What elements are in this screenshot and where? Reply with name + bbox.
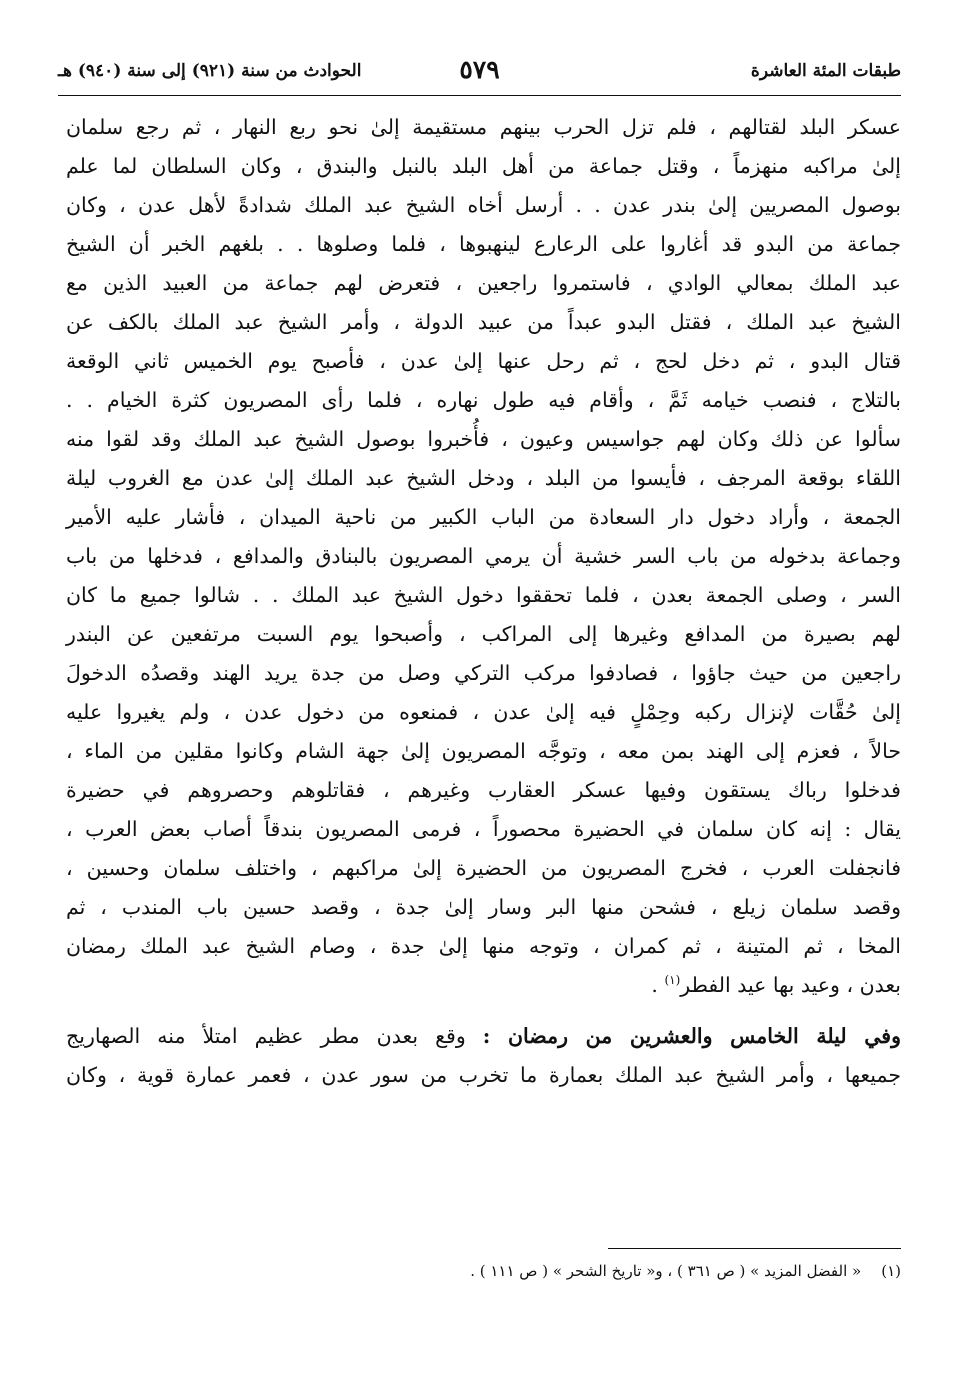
text-line: جميعها ، وأمر الشيخ عبد الملك بعمارة ما تخرب من سور عدن ، فعمر عمارة قوية ، وكان — [66, 1063, 901, 1087]
page-number: ٥٧٩ — [459, 55, 500, 84]
text-line: وقصد سلمان زيلع ، فشحن منها البر وسار إلىٰ جدة ، وقصد حسين باب المندب ، ثم — [66, 895, 901, 919]
text-line: بالتلاج ، فنصب خيامه ثَمَّ ، وأقام فيه طول نهاره ، فلما رأى المصريون كثرة الخيام . . — [66, 388, 901, 412]
paragraph-lead: وفي ليلة الخامس والعشرين من رمضان : — [482, 1024, 902, 1048]
text-line: اللقاء بوقعة المرجف ، فأيسوا من البلد ، ودخل الشيخ عبد الملك إلىٰ عدن مع الغروب ليلة — [66, 466, 901, 490]
header-rule — [58, 95, 901, 96]
footnote-number: (١) — [881, 1262, 901, 1280]
text-line: راجعين من حيث جاؤوا ، فصادفوا مركب التركي وصل من جدة يريد الهند وقصدُه الدخولَ — [66, 661, 901, 685]
text-line: فانجفلت العرب ، فخرج المصريون من الحضيرة إلىٰ مراكبهم ، واختلف سلمان وحسين ، — [66, 856, 901, 880]
text-line: الشيخ عبد الملك ، فقتل البدو عبداً من عبيد الدولة ، وأمر الشيخ عبد الملك بالكف عن — [66, 310, 901, 334]
text-line: قتال البدو ، ثم دخل لحج ، ثم رحل عنها إلىٰ عدن ، فأصبح يوم الخميس ثاني الوقعة — [66, 349, 901, 373]
text-line: لهم بصيرة من المدافع وغيرها إلى المراكب ، وأصبحوا يوم السبت مرتفعين عن البندر — [66, 622, 901, 646]
text-line: إلىٰ مراكبه منهزماً ، وقتل جماعة من أهل البلد بالنبل والبندق ، وكان السلطان لما علم — [66, 154, 901, 178]
text-line: فدخلوا رباك يستقون وفيها عسكر العقارب وغيرهم ، فقاتلوهم وحصروهم في حضيرة — [66, 778, 901, 802]
text-line: السر ، وصلى الجمعة بعدن ، فلما تحققوا دخول الشيخ عبد الملك . . شالوا جميع ما كان — [66, 583, 901, 607]
main-text — [66, 108, 901, 1095]
last-line-text: بعدن ، وعيد بها عيد الفطر — [680, 973, 901, 997]
lead-line-rest: وقع بعدن مطر عظيم امتلأ منه الصهاريج — [66, 1024, 483, 1048]
footnote-text: « الفضل المزيد » ( ص ٣٦١ ) ، و« تاريخ الشحر » ( ص ١١١ ) . — [470, 1262, 862, 1280]
footnote — [470, 1262, 901, 1280]
section-title: الحوادث من سنة (٩٢١) إلى سنة (٩٤٠) هـ — [58, 61, 362, 81]
text-line: المخا ، ثم المتينة ، ثم كمران ، وتوجه منها إلىٰ جدة ، وصام الشيخ عبد الملك رمضان — [66, 934, 901, 958]
text-line: وجماعة بدخوله من باب السر خشية أن يرمي المصريون بالبنادق والمدافع ، فدخلها من باب — [66, 544, 901, 568]
text-line: عبد الملك بمعالي الوادي ، فاستمروا راجعين ، فتعرض لهم جماعة من العبيد الذين مع — [66, 271, 901, 295]
text-line: بوصول المصريين إلىٰ بندر عدن . . أرسل أخاه الشيخ عبد الملك شدادةً لأهل عدن ، وكان — [66, 193, 901, 217]
paragraph-2 — [66, 1017, 901, 1095]
text-line: الجمعة ، وأراد دخول دار السعادة من الباب الكبير من ناحية الميدان ، فأشار عليه الأمير — [66, 505, 901, 529]
text-line-last — [66, 966, 901, 1005]
text-line: حالاً ، فعزم إلى الهند بمن معه ، وتوجَّه المصريون إلىٰ جهة الشام وكانوا مقلين من الماء ، — [66, 739, 901, 763]
text-line: يقال : إنه كان سلمان في الحضيرة محصوراً ، فرمى المصريون بندقاً أصاب بعض العرب ، — [66, 817, 901, 841]
text-line: عسكر البلد لقتالهم ، فلم تزل الحرب بينهم مستقيمة إلىٰ نحو ربع النهار ، ثم رجع سلمان — [66, 115, 901, 139]
text-line — [66, 1017, 901, 1056]
book-title: طبقات المئة العاشرة — [750, 61, 901, 81]
footnote-rule — [608, 1248, 901, 1249]
text-line: جماعة من البدو قد أغاروا على الرعارع لينهبوها ، فلما وصلوها . . بلغهم الخبر أن الشيخ — [66, 232, 901, 256]
paragraph-1 — [66, 108, 901, 1005]
last-line-end: . — [651, 973, 665, 997]
text-line: إلىٰ حُقَّات لإنزال ركبه وحِمْلٍ فيه إلىٰ عدن ، فمنعوه من دخول عدن ، ولم يغيروا عليه — [66, 700, 901, 724]
footnote-reference[interactable]: (١) — [664, 973, 681, 988]
text-line: سألوا عن ذلك وكان لهم جواسيس وعيون ، فأُخبروا بوصول الشيخ عبد الملك وقد لقوا منه — [66, 427, 901, 451]
running-header — [58, 55, 901, 89]
